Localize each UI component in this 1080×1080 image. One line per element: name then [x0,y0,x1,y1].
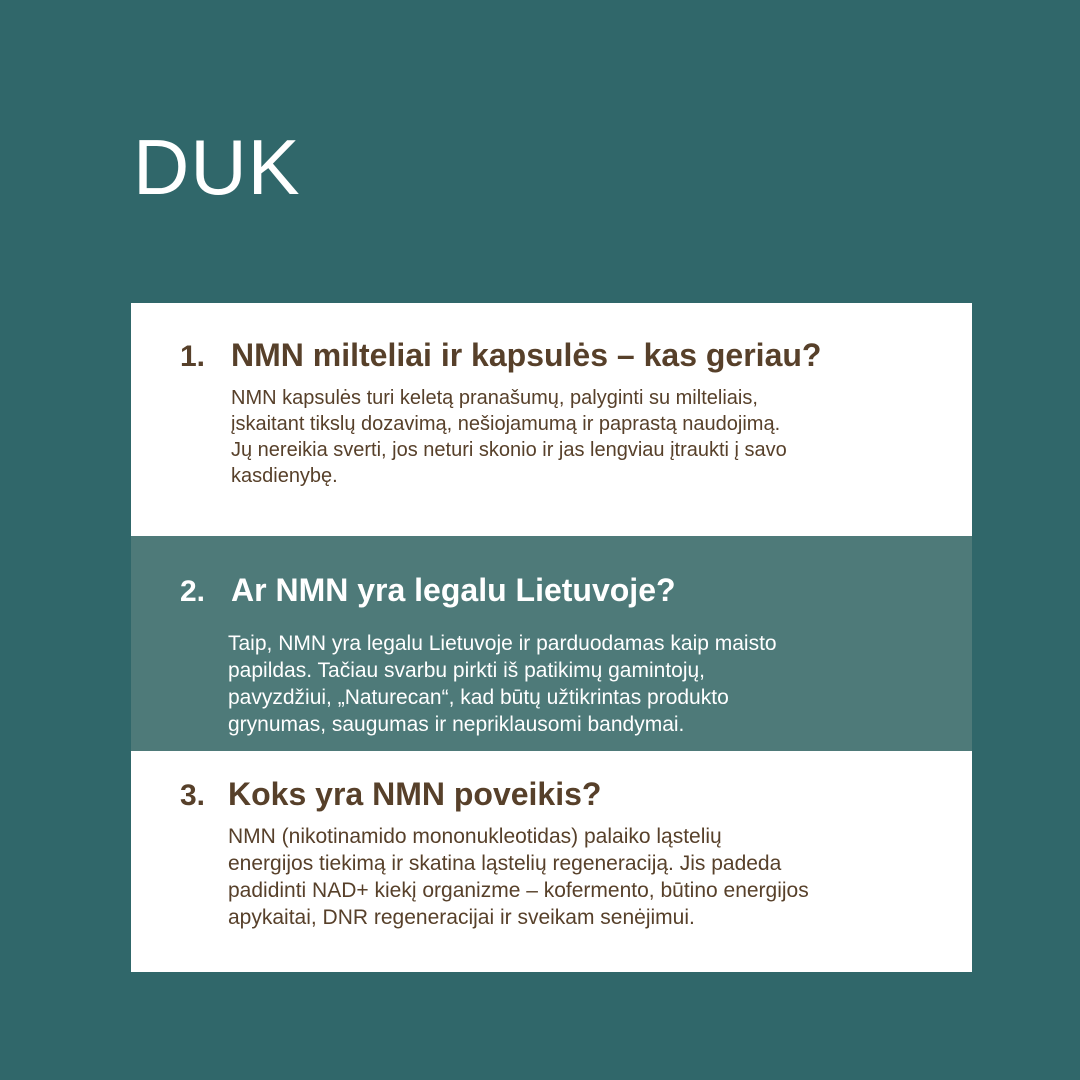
faq-answer-3 [228,823,958,931]
faq-item-3 [131,751,972,972]
faq-question-1: NMN milteliai ir kapsulės – kas geriau? [231,337,822,373]
faq-question-3: Koks yra NMN poveikis? [228,776,602,812]
faq-answer-1-line: kasdienybę. [231,465,338,487]
faq-answer-3-line: NMN (nikotinamido mononukleotidas) palaiko ląstelių [228,825,722,848]
faq-question-row-2 [180,572,676,609]
faq-answer-1 [231,385,956,489]
faq-question-row-1 [180,337,821,374]
faq-answer-2-line: grynumas, saugumas ir nepriklausomi bandymai. [228,713,685,736]
page-title: DUK [133,123,301,211]
faq-item-1 [131,303,972,536]
faq-item-2 [131,536,972,751]
faq-question-row-3 [180,776,601,813]
faq-answer-2 [228,630,953,738]
faq-answer-1-line: Jų nereikia sverti, jos neturi skonio ir jas lengviau įtraukti į savo [231,439,787,461]
faq-answer-3-line: padidinti NAD+ kiekį organizme – kofermento, būtino energijos [228,879,809,902]
faq-answer-3-line: apykaitai, DNR regeneracijai ir sveikam senėjimui. [228,906,695,929]
faq-answer-1-line: įskaitant tikslų dozavimą, nešiojamumą ir paprastą naudojimą. [231,413,781,435]
faq-number-1: 1. [180,340,206,373]
faq-question-2: Ar NMN yra legalu Lietuvoje? [231,572,676,608]
faq-panel [131,303,972,972]
faq-answer-2-line: pavyzdžiui, „Naturecan“, kad būtų užtikrintas produkto [228,686,729,709]
faq-answer-1-line: NMN kapsulės turi keletą pranašumų, palyginti su milteliais, [231,387,758,409]
faq-number-2: 2. [180,575,206,608]
faq-number-3: 3. [180,779,206,812]
faq-answer-2-line: Taip, NMN yra legalu Lietuvoje ir parduodamas kaip maisto [228,632,777,655]
faq-answer-2-line: papildas. Tačiau svarbu pirkti iš patikimų gamintojų, [228,659,706,682]
faq-answer-3-line: energijos tiekimą ir skatina ląstelių regeneraciją. Jis padeda [228,852,782,875]
